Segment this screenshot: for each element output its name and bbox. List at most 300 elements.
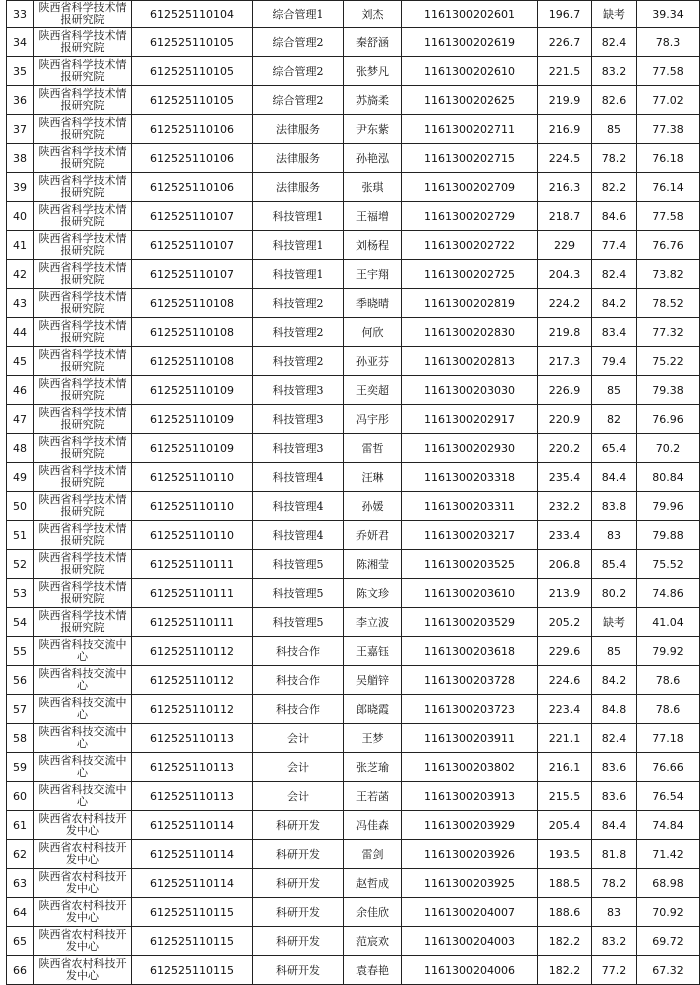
position-cell: 科研开发 <box>253 811 344 840</box>
unit-cell: 陕西省科学技术情报研究院 <box>34 376 132 405</box>
unit-cell: 陕西省科学技术情报研究院 <box>34 463 132 492</box>
written-score-cell: 235.4 <box>538 463 592 492</box>
table-row <box>7 521 700 550</box>
position-cell: 科技管理4 <box>253 492 344 521</box>
position-code-cell: 612525110108 <box>132 318 253 347</box>
seq-cell: 59 <box>7 753 34 782</box>
written-score-cell: 216.1 <box>538 753 592 782</box>
table-row <box>7 492 700 521</box>
total-score-cell: 76.14 <box>637 173 700 202</box>
position-cell: 科技管理4 <box>253 521 344 550</box>
seq-cell: 60 <box>7 782 34 811</box>
total-score-cell: 74.86 <box>637 579 700 608</box>
total-score-cell: 79.92 <box>637 637 700 666</box>
table-row <box>7 637 700 666</box>
candidate-name-cell: 何欣 <box>344 318 402 347</box>
exam-number-cell: 1161300204006 <box>402 956 538 985</box>
total-score-cell: 79.38 <box>637 376 700 405</box>
seq-cell: 48 <box>7 434 34 463</box>
position-cell: 综合管理2 <box>253 86 344 115</box>
position-code-cell: 612525110115 <box>132 956 253 985</box>
table-row <box>7 1 700 28</box>
interview-score-cell: 84.4 <box>592 811 637 840</box>
table-row <box>7 666 700 695</box>
position-cell: 科技管理3 <box>253 376 344 405</box>
written-score-cell: 219.8 <box>538 318 592 347</box>
table-row <box>7 579 700 608</box>
position-code-cell: 612525110110 <box>132 521 253 550</box>
exam-number-cell: 1161300202711 <box>402 115 538 144</box>
interview-score-cell: 78.2 <box>592 144 637 173</box>
interview-score-cell: 85 <box>592 637 637 666</box>
table-row <box>7 434 700 463</box>
seq-cell: 38 <box>7 144 34 173</box>
written-score-cell: 229 <box>538 231 592 260</box>
written-score-cell: 205.4 <box>538 811 592 840</box>
table-row <box>7 231 700 260</box>
total-score-cell: 77.58 <box>637 202 700 231</box>
interview-score-cell: 77.4 <box>592 231 637 260</box>
seq-cell: 41 <box>7 231 34 260</box>
total-score-cell: 70.2 <box>637 434 700 463</box>
exam-number-cell: 1161300202813 <box>402 347 538 376</box>
interview-score-cell: 84.2 <box>592 289 637 318</box>
position-cell: 科技管理5 <box>253 608 344 637</box>
unit-cell: 陕西省科学技术情报研究院 <box>34 86 132 115</box>
exam-number-cell: 1161300203525 <box>402 550 538 579</box>
exam-number-cell: 1161300202610 <box>402 57 538 86</box>
candidate-name-cell: 雷剑 <box>344 840 402 869</box>
interview-score-cell: 84.6 <box>592 202 637 231</box>
candidate-name-cell: 张琪 <box>344 173 402 202</box>
seq-cell: 51 <box>7 521 34 550</box>
unit-cell: 陕西省科学技术情报研究院 <box>34 144 132 173</box>
exam-number-cell: 1161300203926 <box>402 840 538 869</box>
total-score-cell: 71.42 <box>637 840 700 869</box>
written-score-cell: 233.4 <box>538 521 592 550</box>
candidate-name-cell: 刘杰 <box>344 1 402 28</box>
position-cell: 科技管理3 <box>253 434 344 463</box>
unit-cell: 陕西省农村科技开发中心 <box>34 869 132 898</box>
position-cell: 科研开发 <box>253 869 344 898</box>
total-score-cell: 67.32 <box>637 956 700 985</box>
table-row <box>7 202 700 231</box>
seq-cell: 53 <box>7 579 34 608</box>
exam-number-cell: 1161300203913 <box>402 782 538 811</box>
position-code-cell: 612525110114 <box>132 869 253 898</box>
candidate-name-cell: 陈湘莹 <box>344 550 402 579</box>
position-code-cell: 612525110111 <box>132 579 253 608</box>
position-code-cell: 612525110115 <box>132 898 253 927</box>
table-row <box>7 289 700 318</box>
seq-cell: 39 <box>7 173 34 202</box>
written-score-cell: 232.2 <box>538 492 592 521</box>
total-score-cell: 76.18 <box>637 144 700 173</box>
position-cell: 科技管理1 <box>253 260 344 289</box>
written-score-cell: 224.5 <box>538 144 592 173</box>
position-code-cell: 612525110108 <box>132 289 253 318</box>
candidate-name-cell: 王宇翔 <box>344 260 402 289</box>
position-cell: 科技管理4 <box>253 463 344 492</box>
exam-number-cell: 1161300203217 <box>402 521 538 550</box>
total-score-cell: 77.32 <box>637 318 700 347</box>
candidate-name-cell: 王福增 <box>344 202 402 231</box>
total-score-cell: 76.54 <box>637 782 700 811</box>
total-score-cell: 70.92 <box>637 898 700 927</box>
unit-cell: 陕西省科学技术情报研究院 <box>34 318 132 347</box>
position-code-cell: 612525110107 <box>132 260 253 289</box>
written-score-cell: 226.9 <box>538 376 592 405</box>
position-cell: 会计 <box>253 753 344 782</box>
interview-score-cell: 82.6 <box>592 86 637 115</box>
interview-score-cell: 84.8 <box>592 695 637 724</box>
exam-number-cell: 1161300203610 <box>402 579 538 608</box>
unit-cell: 陕西省农村科技开发中心 <box>34 811 132 840</box>
candidate-name-cell: 陈文珍 <box>344 579 402 608</box>
candidate-name-cell: 郎晓霞 <box>344 695 402 724</box>
seq-cell: 54 <box>7 608 34 637</box>
seq-cell: 66 <box>7 956 34 985</box>
interview-score-cell: 81.8 <box>592 840 637 869</box>
table-row <box>7 840 700 869</box>
table-row <box>7 695 700 724</box>
unit-cell: 陕西省科学技术情报研究院 <box>34 521 132 550</box>
total-score-cell: 78.52 <box>637 289 700 318</box>
exam-number-cell: 1161300202715 <box>402 144 538 173</box>
position-cell: 科技管理5 <box>253 550 344 579</box>
interview-score-cell: 82.4 <box>592 28 637 57</box>
position-cell: 会计 <box>253 782 344 811</box>
candidate-name-cell: 冯宇彤 <box>344 405 402 434</box>
position-code-cell: 612525110106 <box>132 173 253 202</box>
position-code-cell: 612525110105 <box>132 28 253 57</box>
exam-number-cell: 1161300202619 <box>402 28 538 57</box>
table-row <box>7 753 700 782</box>
candidate-name-cell: 王奕超 <box>344 376 402 405</box>
unit-cell: 陕西省科技交流中心 <box>34 753 132 782</box>
position-code-cell: 612525110110 <box>132 463 253 492</box>
candidate-name-cell: 冯佳森 <box>344 811 402 840</box>
interview-score-cell: 83 <box>592 521 637 550</box>
exam-number-cell: 1161300203318 <box>402 463 538 492</box>
candidate-name-cell: 王嘉钰 <box>344 637 402 666</box>
exam-number-cell: 1161300203030 <box>402 376 538 405</box>
seq-cell: 49 <box>7 463 34 492</box>
seq-cell: 65 <box>7 927 34 956</box>
position-code-cell: 612525110113 <box>132 753 253 782</box>
interview-score-cell: 77.2 <box>592 956 637 985</box>
position-cell: 科技管理1 <box>253 231 344 260</box>
written-score-cell: 206.8 <box>538 550 592 579</box>
exam-number-cell: 1161300202725 <box>402 260 538 289</box>
total-score-cell: 77.38 <box>637 115 700 144</box>
exam-number-cell: 1161300202917 <box>402 405 538 434</box>
candidate-name-cell: 张芝瑜 <box>344 753 402 782</box>
position-cell: 科技管理3 <box>253 405 344 434</box>
candidate-name-cell: 孙亚芬 <box>344 347 402 376</box>
seq-cell: 61 <box>7 811 34 840</box>
table-row <box>7 144 700 173</box>
position-cell: 科研开发 <box>253 927 344 956</box>
seq-cell: 55 <box>7 637 34 666</box>
position-cell: 科技合作 <box>253 637 344 666</box>
written-score-cell: 205.2 <box>538 608 592 637</box>
interview-score-cell: 83 <box>592 898 637 927</box>
exam-number-cell: 1161300203911 <box>402 724 538 753</box>
position-code-cell: 612525110109 <box>132 405 253 434</box>
position-code-cell: 612525110108 <box>132 347 253 376</box>
written-score-cell: 221.1 <box>538 724 592 753</box>
unit-cell: 陕西省科学技术情报研究院 <box>34 202 132 231</box>
candidate-name-cell: 汪琳 <box>344 463 402 492</box>
table-row <box>7 608 700 637</box>
table-row <box>7 898 700 927</box>
unit-cell: 陕西省科技交流中心 <box>34 666 132 695</box>
candidate-name-cell: 雷哲 <box>344 434 402 463</box>
interview-score-cell: 82 <box>592 405 637 434</box>
written-score-cell: 196.7 <box>538 1 592 28</box>
position-code-cell: 612525110106 <box>132 115 253 144</box>
candidate-name-cell: 尹东紫 <box>344 115 402 144</box>
results-table-body <box>7 1 700 985</box>
seq-cell: 58 <box>7 724 34 753</box>
candidate-name-cell: 李立波 <box>344 608 402 637</box>
total-score-cell: 78.3 <box>637 28 700 57</box>
total-score-cell: 73.82 <box>637 260 700 289</box>
written-score-cell: 216.9 <box>538 115 592 144</box>
interview-score-cell: 82.4 <box>592 724 637 753</box>
unit-cell: 陕西省科学技术情报研究院 <box>34 579 132 608</box>
position-cell: 法律服务 <box>253 115 344 144</box>
unit-cell: 陕西省科学技术情报研究院 <box>34 57 132 86</box>
position-code-cell: 612525110115 <box>132 927 253 956</box>
candidate-name-cell: 孙媛 <box>344 492 402 521</box>
seq-cell: 40 <box>7 202 34 231</box>
position-cell: 科技管理2 <box>253 318 344 347</box>
candidate-name-cell: 孙艳泓 <box>344 144 402 173</box>
table-row <box>7 724 700 753</box>
interview-score-cell: 85 <box>592 376 637 405</box>
exam-number-cell: 1161300202722 <box>402 231 538 260</box>
candidate-name-cell: 范宸欢 <box>344 927 402 956</box>
seq-cell: 45 <box>7 347 34 376</box>
written-score-cell: 224.2 <box>538 289 592 318</box>
position-cell: 综合管理1 <box>253 1 344 28</box>
total-score-cell: 41.04 <box>637 608 700 637</box>
total-score-cell: 76.66 <box>637 753 700 782</box>
position-code-cell: 612525110112 <box>132 666 253 695</box>
interview-score-cell: 83.4 <box>592 318 637 347</box>
written-score-cell: 223.4 <box>538 695 592 724</box>
seq-cell: 50 <box>7 492 34 521</box>
position-cell: 科技合作 <box>253 695 344 724</box>
seq-cell: 62 <box>7 840 34 869</box>
position-code-cell: 612525110111 <box>132 608 253 637</box>
position-code-cell: 612525110106 <box>132 144 253 173</box>
candidate-name-cell: 张梦凡 <box>344 57 402 86</box>
written-score-cell: 188.5 <box>538 869 592 898</box>
table-row <box>7 811 700 840</box>
table-row <box>7 318 700 347</box>
seq-cell: 36 <box>7 86 34 115</box>
written-score-cell: 220.9 <box>538 405 592 434</box>
total-score-cell: 76.96 <box>637 405 700 434</box>
unit-cell: 陕西省科学技术情报研究院 <box>34 1 132 28</box>
interview-score-cell: 82.4 <box>592 260 637 289</box>
exam-number-cell: 1161300203929 <box>402 811 538 840</box>
interview-score-cell: 78.2 <box>592 869 637 898</box>
table-row <box>7 57 700 86</box>
unit-cell: 陕西省农村科技开发中心 <box>34 927 132 956</box>
interview-score-cell: 65.4 <box>592 434 637 463</box>
candidate-name-cell: 刘杨程 <box>344 231 402 260</box>
unit-cell: 陕西省科学技术情报研究院 <box>34 173 132 202</box>
exam-number-cell: 1161300202601 <box>402 1 538 28</box>
total-score-cell: 78.6 <box>637 666 700 695</box>
exam-number-cell: 1161300204007 <box>402 898 538 927</box>
interview-score-cell: 85 <box>592 115 637 144</box>
table-row <box>7 347 700 376</box>
exam-number-cell: 1161300203802 <box>402 753 538 782</box>
interview-score-cell: 83.2 <box>592 57 637 86</box>
seq-cell: 63 <box>7 869 34 898</box>
position-code-cell: 612525110109 <box>132 376 253 405</box>
unit-cell: 陕西省科学技术情报研究院 <box>34 434 132 463</box>
unit-cell: 陕西省科学技术情报研究院 <box>34 115 132 144</box>
position-cell: 会计 <box>253 724 344 753</box>
seq-cell: 35 <box>7 57 34 86</box>
interview-score-cell: 83.6 <box>592 782 637 811</box>
candidate-name-cell: 吴艏锌 <box>344 666 402 695</box>
position-code-cell: 612525110107 <box>132 231 253 260</box>
total-score-cell: 77.02 <box>637 86 700 115</box>
position-cell: 科研开发 <box>253 898 344 927</box>
written-score-cell: 220.2 <box>538 434 592 463</box>
exam-number-cell: 1161300202819 <box>402 289 538 318</box>
interview-score-cell: 83.2 <box>592 927 637 956</box>
candidate-name-cell: 赵哲成 <box>344 869 402 898</box>
interview-score-cell: 80.2 <box>592 579 637 608</box>
total-score-cell: 74.84 <box>637 811 700 840</box>
table-row <box>7 782 700 811</box>
unit-cell: 陕西省科技交流中心 <box>34 695 132 724</box>
position-code-cell: 612525110112 <box>132 637 253 666</box>
total-score-cell: 79.96 <box>637 492 700 521</box>
unit-cell: 陕西省科学技术情报研究院 <box>34 608 132 637</box>
candidate-name-cell: 秦舒涵 <box>344 28 402 57</box>
unit-cell: 陕西省农村科技开发中心 <box>34 956 132 985</box>
seq-cell: 46 <box>7 376 34 405</box>
interview-score-cell: 缺考 <box>592 1 637 28</box>
position-code-cell: 612525110112 <box>132 695 253 724</box>
total-score-cell: 75.22 <box>637 347 700 376</box>
written-score-cell: 229.6 <box>538 637 592 666</box>
unit-cell: 陕西省科学技术情报研究院 <box>34 347 132 376</box>
total-score-cell: 39.34 <box>637 1 700 28</box>
table-row <box>7 260 700 289</box>
unit-cell: 陕西省科学技术情报研究院 <box>34 289 132 318</box>
exam-number-cell: 1161300203925 <box>402 869 538 898</box>
unit-cell: 陕西省科学技术情报研究院 <box>34 492 132 521</box>
position-cell: 科研开发 <box>253 956 344 985</box>
written-score-cell: 216.3 <box>538 173 592 202</box>
table-row <box>7 869 700 898</box>
unit-cell: 陕西省科学技术情报研究院 <box>34 260 132 289</box>
candidate-name-cell: 乔妍君 <box>344 521 402 550</box>
interview-score-cell: 84.4 <box>592 463 637 492</box>
position-cell: 综合管理2 <box>253 57 344 86</box>
position-code-cell: 612525110113 <box>132 782 253 811</box>
interview-score-cell: 85.4 <box>592 550 637 579</box>
seq-cell: 42 <box>7 260 34 289</box>
written-score-cell: 217.3 <box>538 347 592 376</box>
position-code-cell: 612525110114 <box>132 811 253 840</box>
position-cell: 法律服务 <box>253 173 344 202</box>
position-code-cell: 612525110104 <box>132 1 253 28</box>
written-score-cell: 182.2 <box>538 956 592 985</box>
unit-cell: 陕西省科学技术情报研究院 <box>34 28 132 57</box>
written-score-cell: 193.5 <box>538 840 592 869</box>
written-score-cell: 204.3 <box>538 260 592 289</box>
total-score-cell: 75.52 <box>637 550 700 579</box>
table-row <box>7 115 700 144</box>
written-score-cell: 218.7 <box>538 202 592 231</box>
position-cell: 科技合作 <box>253 666 344 695</box>
table-row <box>7 927 700 956</box>
unit-cell: 陕西省农村科技开发中心 <box>34 898 132 927</box>
written-score-cell: 182.2 <box>538 927 592 956</box>
written-score-cell: 213.9 <box>538 579 592 608</box>
exam-number-cell: 1161300203728 <box>402 666 538 695</box>
position-code-cell: 612525110111 <box>132 550 253 579</box>
interview-score-cell: 82.2 <box>592 173 637 202</box>
unit-cell: 陕西省科学技术情报研究院 <box>34 231 132 260</box>
exam-number-cell: 1161300204003 <box>402 927 538 956</box>
exam-number-cell: 1161300203618 <box>402 637 538 666</box>
candidate-name-cell: 季晓晴 <box>344 289 402 318</box>
table-row <box>7 376 700 405</box>
interview-score-cell: 83.6 <box>592 753 637 782</box>
interview-score-cell: 79.4 <box>592 347 637 376</box>
position-cell: 科研开发 <box>253 840 344 869</box>
table-row <box>7 550 700 579</box>
seq-cell: 47 <box>7 405 34 434</box>
position-code-cell: 612525110105 <box>132 86 253 115</box>
written-score-cell: 188.6 <box>538 898 592 927</box>
exam-number-cell: 1161300202709 <box>402 173 538 202</box>
position-code-cell: 612525110113 <box>132 724 253 753</box>
total-score-cell: 69.72 <box>637 927 700 956</box>
seq-cell: 44 <box>7 318 34 347</box>
position-cell: 科技管理1 <box>253 202 344 231</box>
table-row <box>7 28 700 57</box>
interview-score-cell: 83.8 <box>592 492 637 521</box>
candidate-name-cell: 余佳欣 <box>344 898 402 927</box>
written-score-cell: 219.9 <box>538 86 592 115</box>
position-cell: 综合管理2 <box>253 28 344 57</box>
seq-cell: 57 <box>7 695 34 724</box>
position-code-cell: 612525110107 <box>132 202 253 231</box>
seq-cell: 52 <box>7 550 34 579</box>
seq-cell: 43 <box>7 289 34 318</box>
unit-cell: 陕西省农村科技开发中心 <box>34 840 132 869</box>
table-row <box>7 463 700 492</box>
total-score-cell: 77.58 <box>637 57 700 86</box>
exam-number-cell: 1161300203311 <box>402 492 538 521</box>
written-score-cell: 215.5 <box>538 782 592 811</box>
total-score-cell: 68.98 <box>637 869 700 898</box>
table-row <box>7 86 700 115</box>
